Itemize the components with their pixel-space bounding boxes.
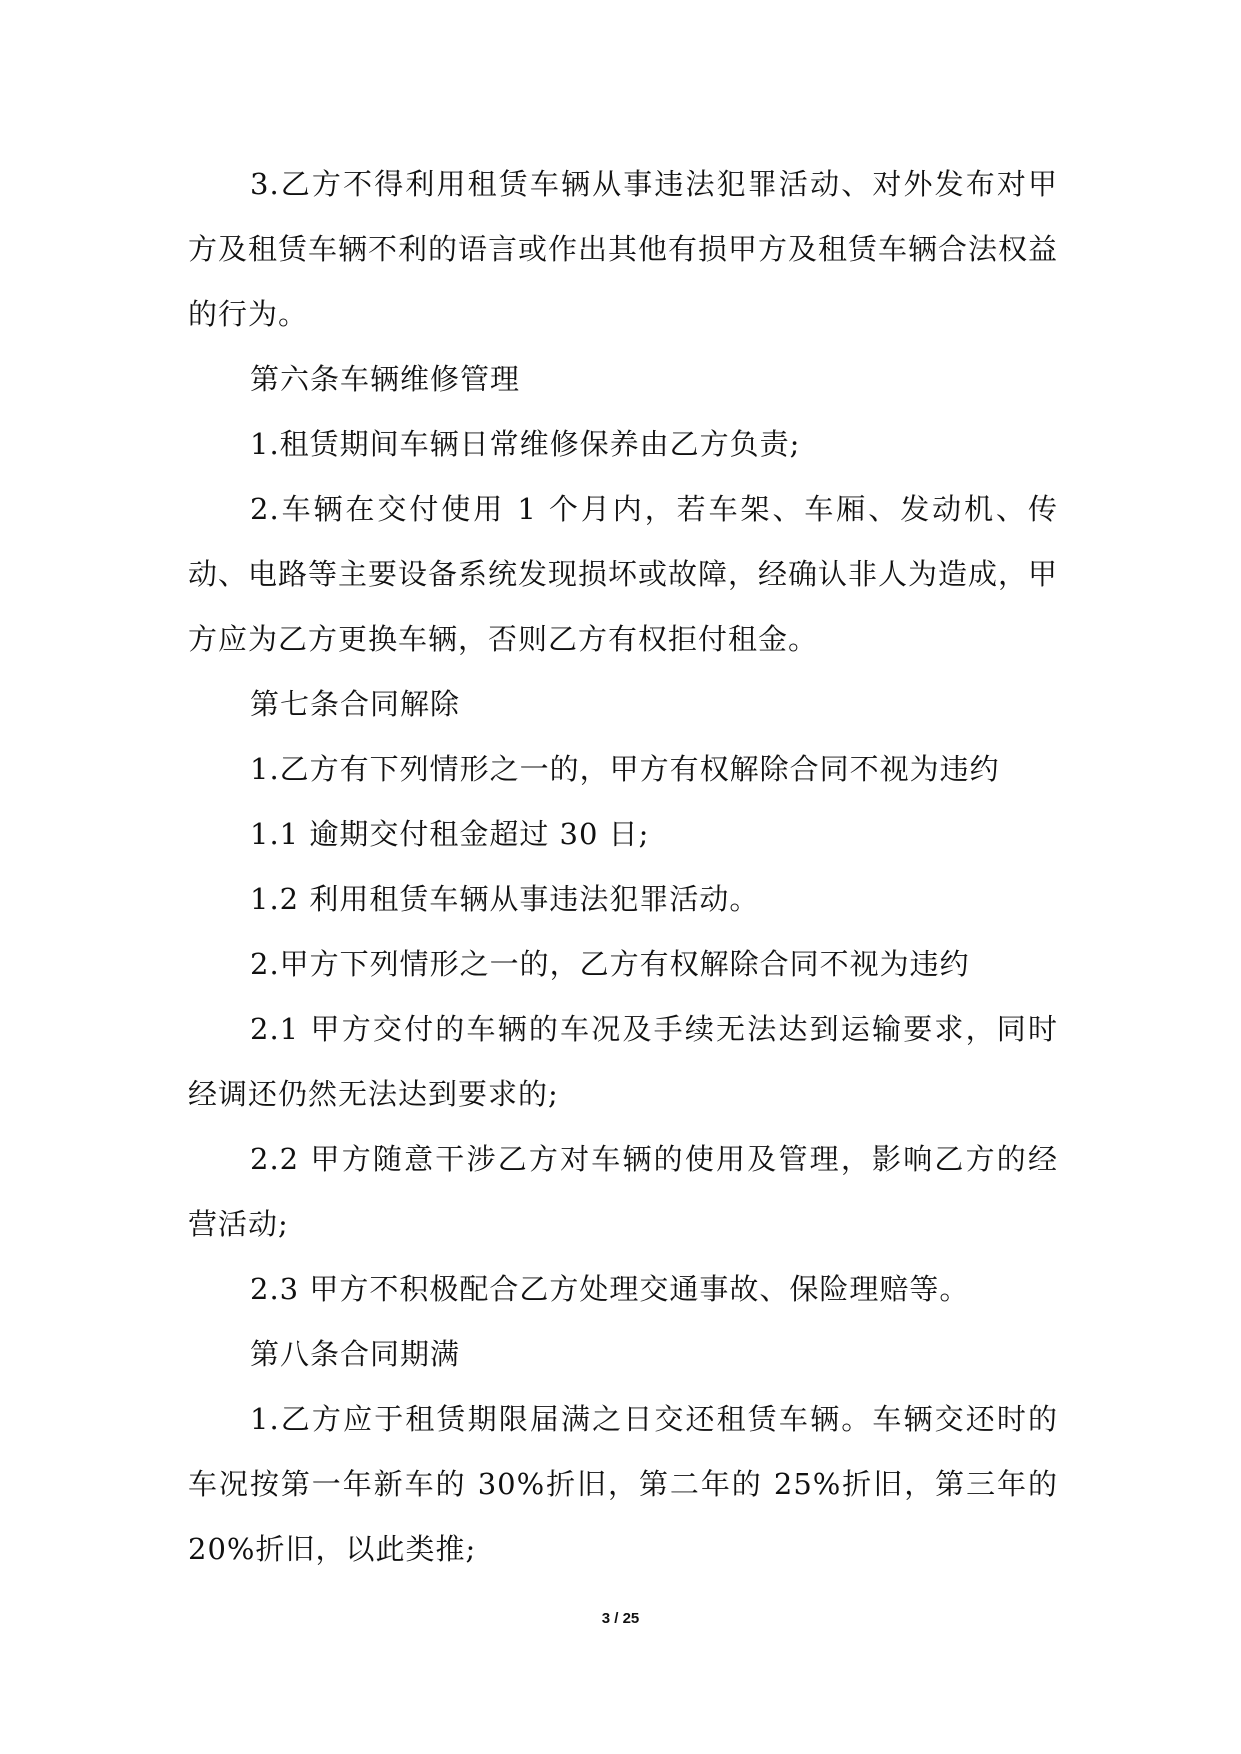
paragraph-clause-6-1: 1.租赁期间车辆日常维修保养由乙方负责;: [250, 427, 801, 461]
paragraph-clause-7-2-3: 2.3 甲方不积极配合乙方处理交通事故、保险理赔等。: [250, 1272, 970, 1306]
paragraph-clause-7-2-1: 2.1 甲方交付的车辆的车况及手续无法达到运输要求，同时经调还仍然无法达到要求的;: [188, 1012, 1058, 1111]
heading-article-6: 第六条车辆维修管理: [250, 362, 521, 396]
paragraph-clause-7-2: 2.甲方下列情形之一的，乙方有权解除合同不视为违约: [250, 947, 970, 981]
paragraph-clause-7-1: 1.乙方有下列情形之一的，甲方有权解除合同不视为违约: [250, 752, 1000, 786]
paragraph-clause-6-2: 2.车辆在交付使用 1 个月内，若车架、车厢、发动机、传动、电路等主要设备系统发现损坏或故障，经确认非人为造成，甲方应为乙方更换车辆，否则乙方有权拒付租金。: [188, 492, 1059, 656]
paragraph-clause-8-1: 1.乙方应于租赁期限届满之日交还租赁车辆。车辆交还时的车况按第一年新车的 30%折旧，第二年的 25%折旧，第三年的 20%折旧，以此类推;: [188, 1402, 1058, 1566]
page-number: 3 / 25: [601, 1610, 640, 1627]
paragraph-clause-7-2-2: 2.2 甲方随意干涉乙方对车辆的使用及管理，影响乙方的经营活动;: [188, 1142, 1058, 1241]
heading-article-7: 第七条合同解除: [250, 687, 461, 721]
document-body: [188, 152, 1058, 1582]
heading-article-8: 第八条合同期满: [250, 1337, 461, 1371]
paragraph-clause-7-1-1: 1.1 逾期交付租金超过 30 日;: [250, 817, 650, 851]
paragraph-clause-7-1-2: 1.2 利用租赁车辆从事违法犯罪活动。: [250, 882, 760, 916]
paragraph-clause-5-3: 3.乙方不得利用租赁车辆从事违法犯罪活动、对外发布对甲方及租赁车辆不利的语言或作出其他有损甲方及租赁车辆合法权益的行为。: [188, 167, 1059, 331]
